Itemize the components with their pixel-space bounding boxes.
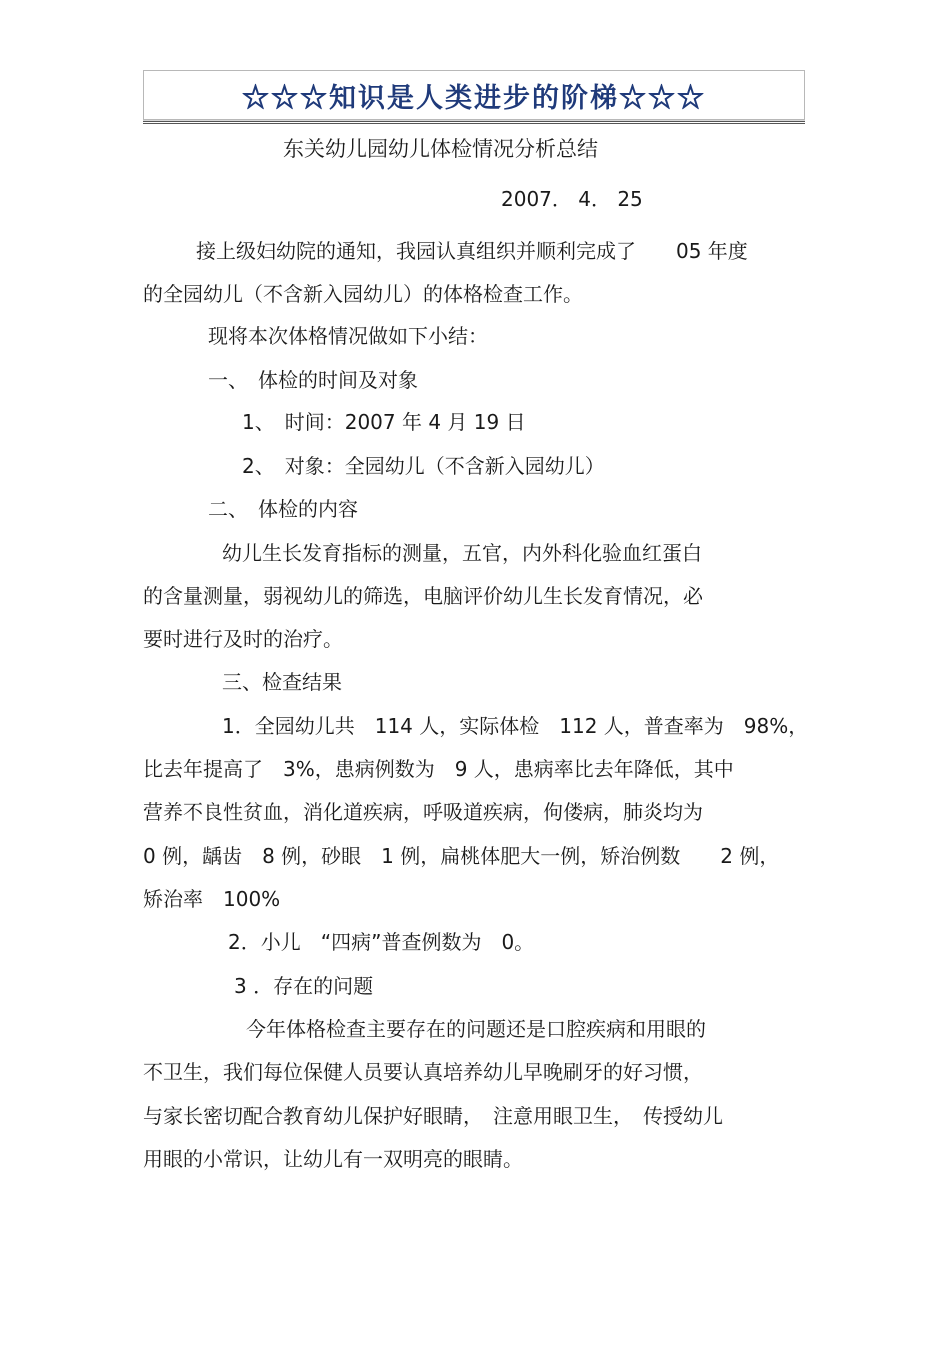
paragraph-line: 0 例，龋齿 8 例，砂眼 1 例，扁桃体肥大一例，矫治例数 2 例，	[143, 844, 780, 868]
paragraph-line: 矫治率 100%	[143, 887, 281, 911]
section-heading: 一、 体检的时间及对象	[208, 368, 418, 392]
paragraph-line: 营养不良性贫血，消化道疾病，呼吸道疾病，佝偻病，肺炎均为	[143, 800, 703, 824]
paragraph-line: 幼儿生长发育指标的测量，五官，内外科化验血红蛋白	[222, 541, 702, 565]
paragraph-line: 今年体格检查主要存在的问题还是口腔疾病和用眼的	[246, 1017, 706, 1041]
header-divider	[143, 121, 805, 122]
header-banner	[143, 70, 805, 120]
section-heading: 3 ．存在的问题	[234, 974, 374, 998]
paragraph-line: 不卫生，我们每位保健人员要认真培养幼儿早晚刷牙的好习惯，	[143, 1060, 703, 1084]
paragraph-line: 要时进行及时的治疗。	[143, 627, 343, 651]
paragraph-line: 接上级妇幼院的通知，我园认真组织并顺利完成了 05 年度	[196, 239, 748, 263]
document-title: 东关幼儿园幼儿体检情况分析总结	[283, 137, 598, 161]
header-divider-secondary	[143, 123, 805, 124]
paragraph-line: 比去年提高了 3%，患病例数为 9 人，患病率比去年降低，其中	[143, 757, 734, 781]
paragraph-line: 现将本次体格情况做如下小结：	[208, 324, 488, 348]
paragraph-line: 用眼的小常识，让幼儿有一双明亮的眼睛。	[143, 1147, 523, 1171]
banner-slogan: ☆☆☆知识是人类进步的阶梯☆☆☆	[242, 82, 706, 114]
document-date: 2007． 4． 25	[501, 187, 643, 211]
paragraph-line: 2．小儿 “四病”普查例数为 0。	[228, 930, 535, 954]
section-heading: 三、检查结果	[222, 670, 342, 694]
list-item: 2、 对象：全园幼儿（不含新入园幼儿）	[242, 454, 605, 478]
list-item: 1、 时间：2007 年 4 月 19 日	[242, 410, 526, 434]
paragraph-line: 的全园幼儿（不含新入园幼儿）的体格检查工作。	[143, 282, 583, 306]
paragraph-line: 与家长密切配合教育幼儿保护好眼睛， 注意用眼卫生， 传授幼儿	[143, 1104, 723, 1128]
paragraph-line: 1．全园幼儿共 114 人，实际体检 112 人，普查率为 98%，	[222, 714, 809, 738]
section-heading: 二、 体检的内容	[208, 497, 358, 521]
paragraph-line: 的含量测量，弱视幼儿的筛选，电脑评价幼儿生长发育情况，必	[143, 584, 703, 608]
